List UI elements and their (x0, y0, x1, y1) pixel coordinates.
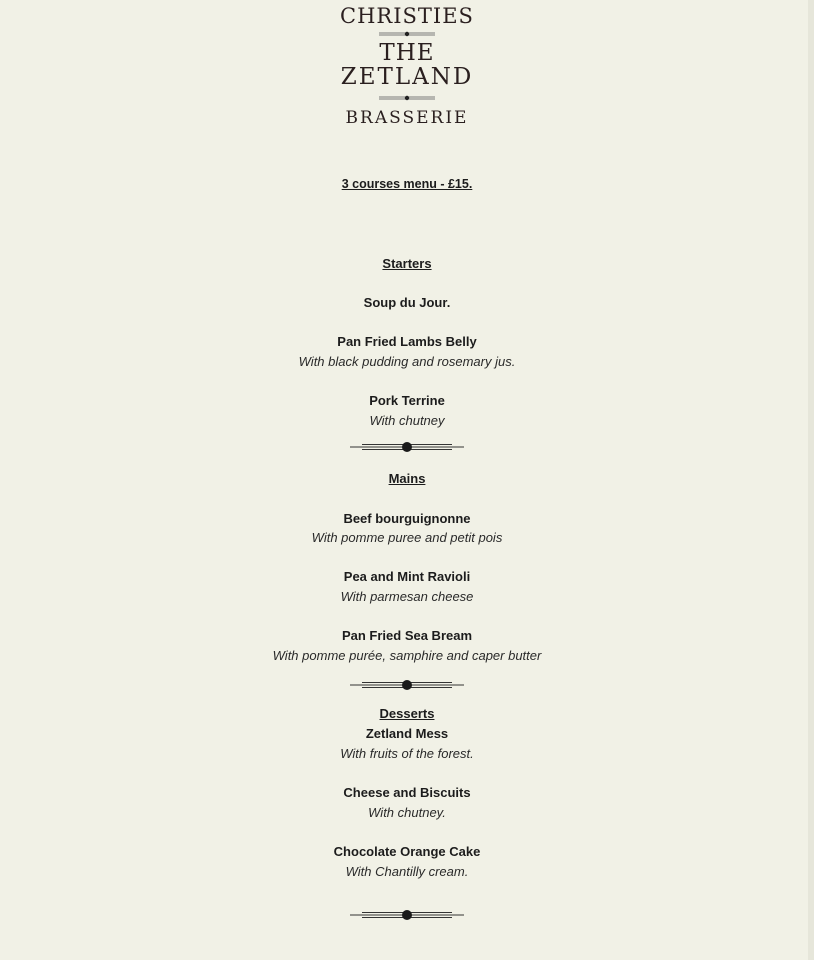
main-1-name: Beef bourguignonne (343, 511, 471, 526)
main-2-name: Pea and Mint Ravioli (343, 569, 471, 584)
ornament-divider-3 (0, 909, 814, 921)
main-3-name: Pan Fried Sea Bream (341, 628, 473, 643)
menu-title: 3 courses menu - £15. (341, 177, 473, 191)
ornament-divider-1 (0, 441, 814, 453)
logo-divider-top (0, 31, 814, 37)
dessert-3-name: Chocolate Orange Cake (333, 844, 481, 859)
dessert-2-desc: With chutney. (368, 805, 446, 820)
ornament-divider-2 (0, 679, 814, 691)
mains-heading: Mains (388, 471, 426, 486)
logo-the: THE (379, 40, 435, 66)
logo-brasserie: BRASSERIE (345, 108, 469, 128)
dessert-1-name: Zetland Mess (365, 726, 449, 741)
starter-2-desc: With black pudding and rosemary jus. (298, 354, 516, 369)
logo-christies: CHRISTIES (340, 4, 474, 28)
dessert-1-desc: With fruits of the forest. (340, 746, 474, 761)
starter-3-name: Pork Terrine (369, 393, 445, 408)
logo-divider-bottom (0, 95, 814, 101)
starter-1-name: Soup du Jour. (363, 295, 451, 310)
page-edge (808, 0, 814, 960)
main-2-desc: With parmesan cheese (340, 589, 474, 604)
starters-heading: Starters (382, 256, 432, 271)
main-1-desc: With pomme puree and petit pois (311, 530, 503, 545)
logo-zetland: ZETLAND (340, 64, 474, 90)
desserts-heading: Desserts (379, 706, 435, 721)
main-3-desc: With pomme purée, samphire and caper butter (272, 648, 542, 663)
dessert-2-name: Cheese and Biscuits (343, 785, 471, 800)
starter-3-desc: With chutney (369, 413, 445, 428)
starter-2-name: Pan Fried Lambs Belly (337, 334, 477, 349)
dessert-3-desc: With Chantilly cream. (345, 864, 469, 879)
